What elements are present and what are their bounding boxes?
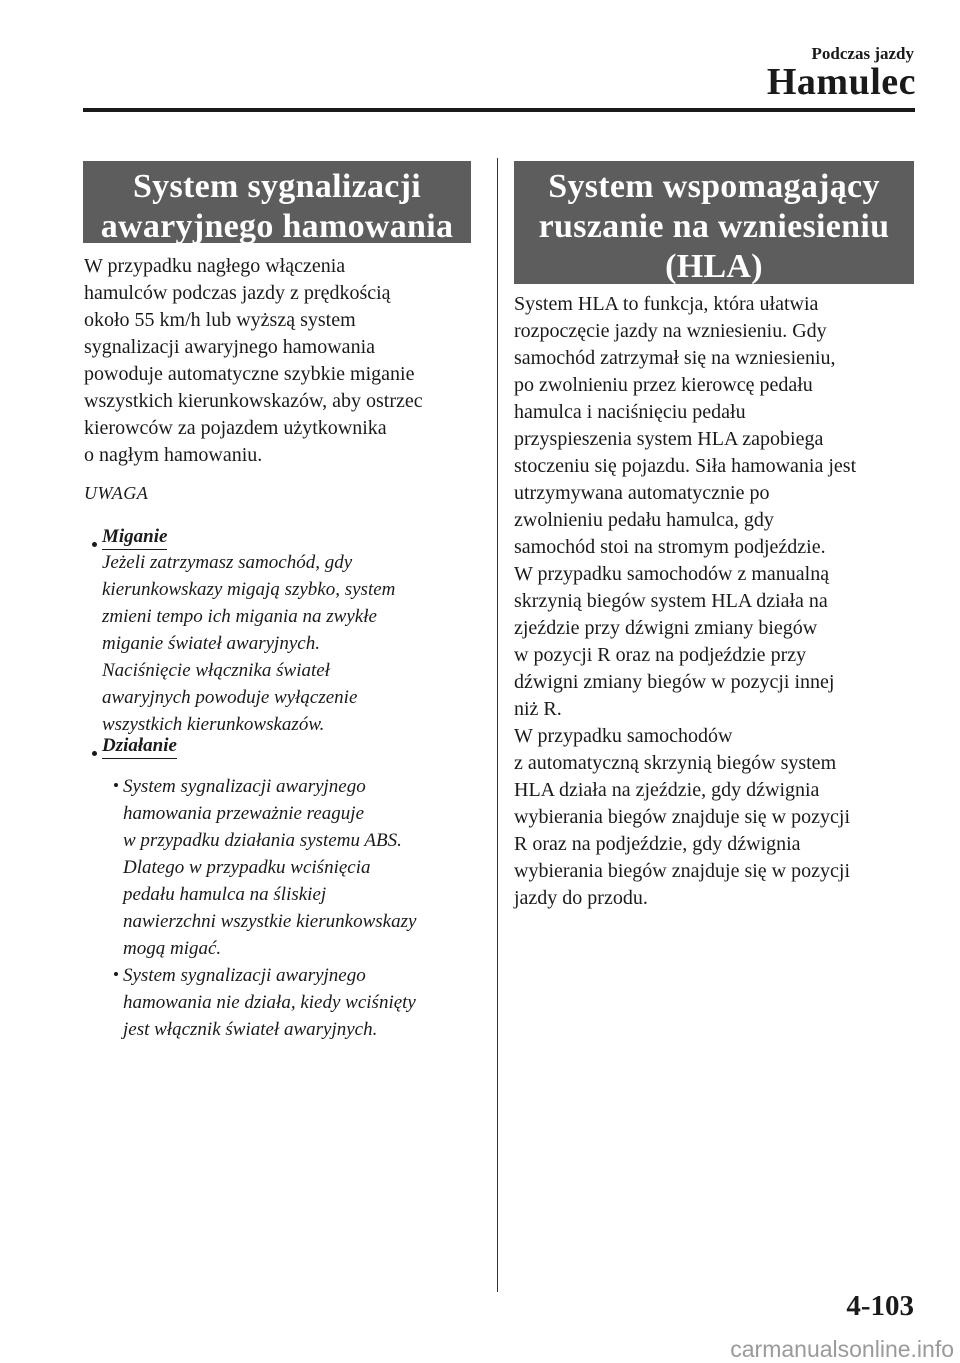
banner-line: awaryjnego hamowania: [100, 208, 454, 245]
text-line: niż R.: [514, 698, 562, 720]
text-line: utrzymywana automatycznie po: [514, 482, 770, 504]
text-line: kierowców za pojazdem użytkownika: [84, 417, 387, 439]
section-header: Podczas jazdy: [811, 44, 914, 63]
text-line: pedału hamulca na śliskiej: [123, 884, 327, 905]
text-line: miganie świateł awaryjnych.: [102, 633, 320, 654]
text-line: HLA działa na zjeździe, gdy dźwignia: [514, 779, 820, 801]
text-line: hamulców podczas jazdy z prędkością: [84, 282, 391, 304]
text-line: stoczeniu się pojazdu. Siła hamowania jest: [514, 455, 857, 477]
text-line: zwolnieniu pedału hamulca, gdy: [514, 509, 774, 531]
page-number: 4-103: [846, 1290, 914, 1322]
text-line: wszystkich kierunkowskazów, aby ostrzec: [84, 390, 423, 412]
text-line: Dlatego w przypadku wciśnięcia: [123, 857, 371, 878]
text-line: wybierania biegów znajduje się w pozycji: [514, 860, 850, 882]
text-line: hamowania nie działa, kiedy wciśnięty: [123, 992, 416, 1013]
banner-line: System wspomagający: [548, 168, 880, 205]
text-line: skrzynią biegów system HLA działa na: [514, 590, 828, 612]
bullet-icon: [92, 751, 97, 756]
note-heading-dzialanie: Działanie: [102, 735, 177, 759]
text-line: samochód stoi na stromym podjeździe.: [514, 536, 826, 558]
text-line: W przypadku samochodów: [514, 725, 733, 747]
text-line: w pozycji R oraz na podjeździe przy: [514, 644, 807, 666]
right-section-banner: [514, 161, 914, 284]
banner-line: ruszanie na wzniesieniu: [538, 208, 890, 245]
text-line: W przypadku samochodów z manualną: [514, 563, 830, 585]
text-line: kierunkowskazy migają szybko, system: [102, 579, 396, 600]
text-line: jazdy do przodu.: [514, 887, 648, 909]
text-line: wybierania biegów znajduje się w pozycji: [514, 806, 850, 828]
note-item-miganie: [102, 549, 395, 738]
left-section-banner: [83, 161, 471, 243]
text-line: wszystkich kierunkowskazów.: [102, 714, 325, 735]
watermark: carmanualsonline.info: [730, 1336, 954, 1362]
note-subitem: [123, 773, 416, 962]
text-line: powoduje automatyczne szybkie miganie: [84, 363, 415, 385]
text-line: sygnalizacji awaryjnego hamowania: [84, 336, 375, 358]
text-line: dźwigni zmiany biegów w pozycji innej: [514, 671, 835, 693]
text-line: zmieni tempo ich migania na zwykłe: [102, 606, 377, 627]
text-line: System sygnalizacji awaryjnego: [123, 776, 366, 797]
left-paragraph: [84, 253, 423, 469]
text-line: zjeździe przy dźwigni zmiany biegów: [514, 617, 818, 639]
text-line: o nagłym hamowaniu.: [84, 444, 263, 466]
text-line: jest włącznik świateł awaryjnych.: [123, 1019, 378, 1040]
text-line: rozpoczęcie jazdy na wzniesieniu. Gdy: [514, 320, 827, 342]
text-line: hamowania przeważnie reaguje: [123, 803, 365, 824]
text-line: przyspieszenia system HLA zapobiega: [514, 428, 824, 450]
page-title: Hamulec: [766, 61, 916, 103]
banner-line: System sygnalizacji: [132, 168, 422, 205]
text-line: samochód zatrzymał się na wzniesieniu,: [514, 347, 836, 369]
text-line: Naciśnięcie włącznika świateł: [102, 660, 330, 681]
note-subitem: [123, 962, 416, 1043]
text-line: awaryjnych powoduje wyłączenie: [102, 687, 358, 708]
text-line: System HLA to funkcja, która ułatwia: [514, 293, 819, 315]
bullet-icon: [92, 542, 97, 547]
text-line: System sygnalizacji awaryjnego: [123, 965, 366, 986]
header-divider: [83, 108, 915, 112]
note-label: UWAGA: [84, 483, 149, 503]
column-divider: [497, 158, 498, 1292]
text-line: W przypadku nagłego włączenia: [84, 255, 346, 277]
note-heading-miganie: Miganie: [102, 526, 167, 550]
sub-bullet-icon: [114, 972, 118, 976]
text-line: nawierzchni wszystkie kierunkowskazy: [123, 911, 417, 932]
banner-line: (HLA): [665, 248, 763, 285]
text-line: mogą migać.: [123, 938, 222, 959]
text-line: z automatyczną skrzynią biegów system: [514, 752, 837, 774]
text-line: po zwolnieniu przez kierowcę pedału: [514, 374, 813, 396]
text-line: około 55 km/h lub wyższą system: [84, 309, 356, 331]
right-paragraph: [514, 291, 856, 912]
text-line: w przypadku działania systemu ABS.: [123, 830, 402, 851]
text-line: hamulca i naciśnięciu pedału: [514, 401, 746, 423]
sub-bullet-icon: [114, 783, 118, 787]
text-line: Jeżeli zatrzymasz samochód, gdy: [102, 552, 353, 573]
text-line: R oraz na podjeździe, gdy dźwignia: [514, 833, 801, 855]
